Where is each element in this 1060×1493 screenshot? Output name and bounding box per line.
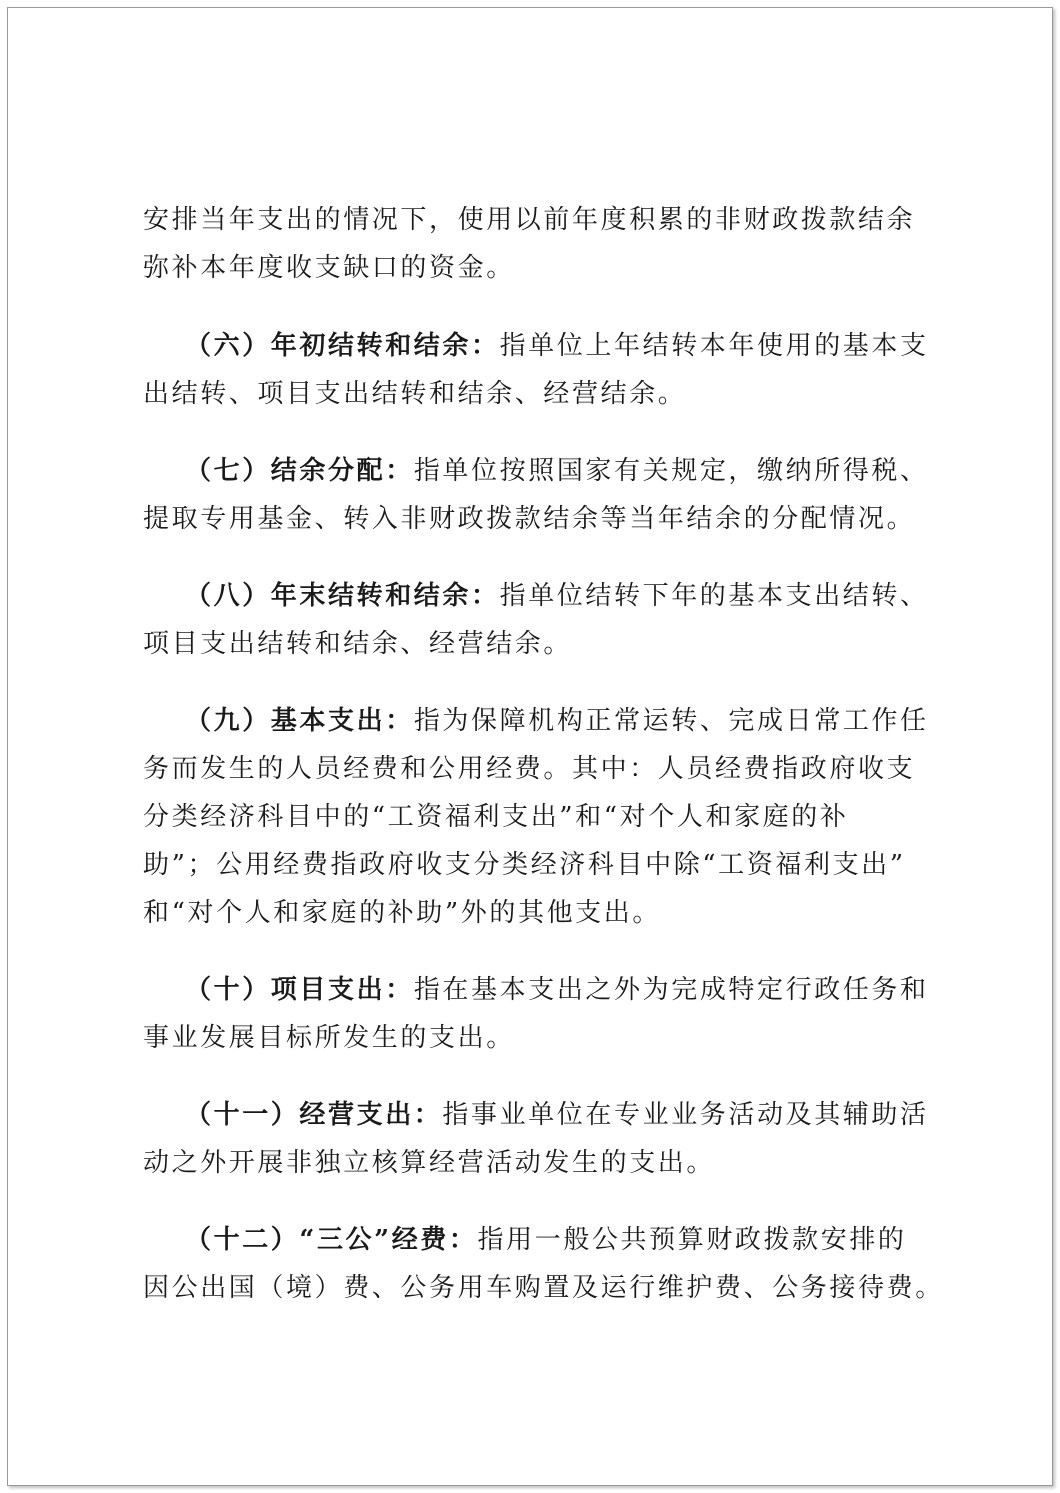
definition-term: （九）基本支出： — [185, 706, 414, 736]
definition-item-8 — [143, 572, 943, 668]
text-line: 事业发展目标所发生的支出。 — [143, 1023, 515, 1053]
text-line — [143, 1216, 943, 1264]
intro-paragraph — [143, 196, 943, 292]
text-line: 分类经济科目中的“工资福利支出”和“对个人和家庭的补 — [143, 802, 849, 832]
definition-item-6 — [143, 322, 943, 418]
text-line — [143, 572, 943, 620]
definition-term: （十二）“三公”经费： — [185, 1225, 478, 1255]
definition-item-12 — [143, 1216, 943, 1312]
text-line: 和“对个人和家庭的补助”外的其他支出。 — [143, 898, 661, 928]
definition-text: 指单位结转下年的基本支出结转、 — [499, 581, 929, 611]
definition-item-11 — [143, 1091, 943, 1187]
text-line — [143, 697, 943, 745]
definition-text: 指用一般公共预算财政拨款安排的 — [477, 1225, 907, 1255]
text-line: 务而发生的人员经费和公用经费。其中：人员经费指政府收支 — [143, 754, 916, 784]
text-line: 弥补本年度收支缺口的资金。 — [143, 253, 515, 283]
definition-text: 指为保障机构正常运转、完成日常工作任 — [413, 706, 929, 736]
text-line: 因公出国（境）费、公务用车购置及运行维护费、公务接待费。 — [143, 1273, 944, 1303]
definition-item-9 — [143, 697, 943, 937]
text-line — [143, 322, 943, 370]
text-line: 安排当年支出的情况下，使用以前年度积累的非财政拨款结余 — [143, 205, 916, 235]
text-line: 动之外开展非独立核算经营活动发生的支出。 — [143, 1148, 716, 1178]
definition-term: （十）项目支出： — [185, 975, 414, 1005]
document-body — [143, 196, 943, 1341]
definition-text: 指事业单位在专业业务活动及其辅助活 — [442, 1100, 929, 1130]
text-line: 出结转、项目支出结转和结余、经营结余。 — [143, 379, 687, 409]
text-line — [143, 1091, 943, 1139]
definition-text: 指单位按照国家有关规定，缴纳所得税、 — [413, 456, 929, 486]
definition-term: （十一）经营支出： — [185, 1100, 443, 1130]
definition-item-7 — [143, 447, 943, 543]
definition-text: 指单位上年结转本年使用的基本支 — [499, 331, 929, 361]
definition-text: 指在基本支出之外为完成特定行政任务和 — [413, 975, 929, 1005]
definition-item-10 — [143, 966, 943, 1062]
text-line — [143, 966, 943, 1014]
definition-term: （七）结余分配： — [185, 456, 414, 486]
definition-term: （六）年初结转和结余： — [185, 331, 500, 361]
text-line: 提取专用基金、转入非财政拨款结余等当年结余的分配情况。 — [143, 504, 916, 534]
text-line: 助”；公用经费指政府收支分类经济科目中除“工资福利支出” — [143, 850, 906, 880]
text-line: 项目支出结转和结余、经营结余。 — [143, 629, 573, 659]
text-line — [143, 447, 943, 495]
definition-term: （八）年末结转和结余： — [185, 581, 500, 611]
